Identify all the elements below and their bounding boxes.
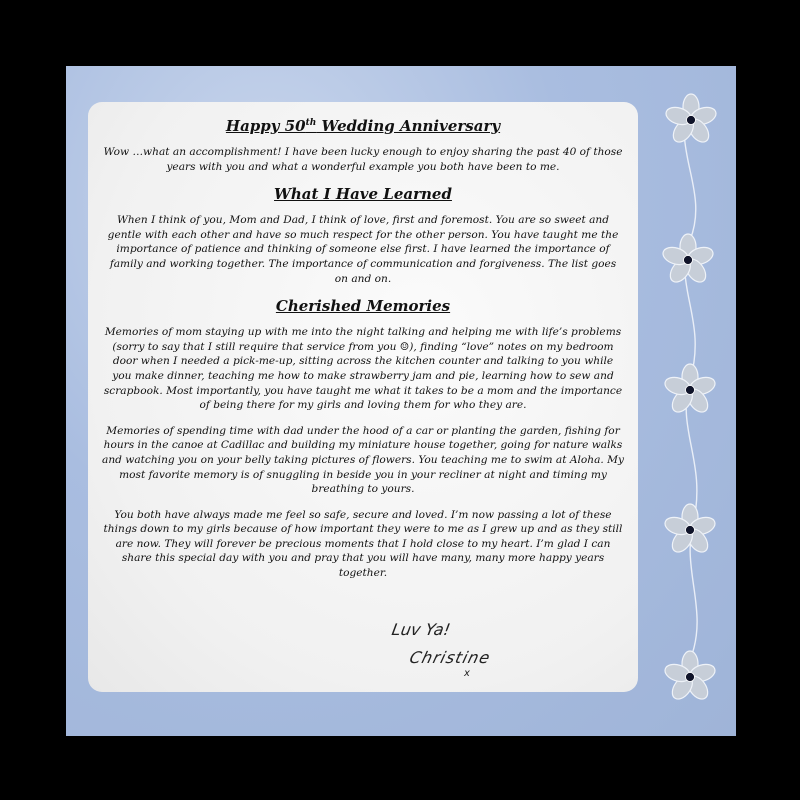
handwritten-signature bbox=[392, 620, 522, 680]
flower-icon bbox=[664, 94, 718, 146]
section-heading-learned: What I Have Learned bbox=[274, 185, 452, 204]
flower-vine-decoration bbox=[650, 80, 730, 720]
flower-icon bbox=[663, 651, 717, 703]
section-heading-memories: Cherished Memories bbox=[275, 297, 451, 316]
closing-paragraph: You both have always made me feel so safe, secure and loved. I’m now passing a lot of these things down to my girls because of how important they were to me as I grew up and as they still are now. They will forever be precious moments that I hold close to my heart. I’m glad I can share this special day with you and pray that you will have many, many more happy years together. bbox=[103, 508, 623, 580]
flower-icon bbox=[661, 234, 715, 286]
memories-dad-paragraph: Memories of spending time with dad under the hood of a car or planting the garden, fishing for hours in the canoe at Cadillac and building my miniature house together, going for nature walks and watching you on your belly taking pictures of flowers. You teaching me to swim at Aloha. My most favorite memory is of snuggling in beside you in your recliner at night and timing my breathing to yours. bbox=[102, 424, 624, 496]
signature-greeting: Luv Ya! bbox=[390, 620, 452, 639]
memories-mom-paragraph: Memories of mom staying up with me into the night talking and helping me with life’s problems (sorry to say that I still require that service from you ☺), finding “love” notes on my bedroom door when I needed a pick-me-up, sitting across the kitchen counter and talking to you while you make dinner, teaching me how to make strawberry jam and pie, learning how to sew and scrapbook. Most importantly, you have taught me what it takes to be a mom and the importance of being there for my girls and loving them for who they are. bbox=[103, 326, 623, 412]
intro-paragraph: Wow …what an accomplishment! I have been lucky enough to enjoy sharing the past 40 of those years with you and what a wonderful example you both have been to me. bbox=[103, 146, 623, 173]
letter-paper bbox=[88, 102, 638, 692]
signature-name: Christine bbox=[407, 648, 493, 667]
learned-paragraph: When I think of you, Mom and Dad, I think of love, first and foremost. You are so sweet and gentle with each other and have so much respect for the other person. You have taught me the importance of patience and thinking of someone else first. I have learned the importance of family and working together. The importance of communication and forgiveness. The list goes on and on. bbox=[107, 214, 619, 285]
page-title: Happy 50th Wedding Anniversary bbox=[225, 117, 501, 135]
signature-mark: x bbox=[464, 668, 470, 679]
flower-icon bbox=[663, 364, 717, 416]
